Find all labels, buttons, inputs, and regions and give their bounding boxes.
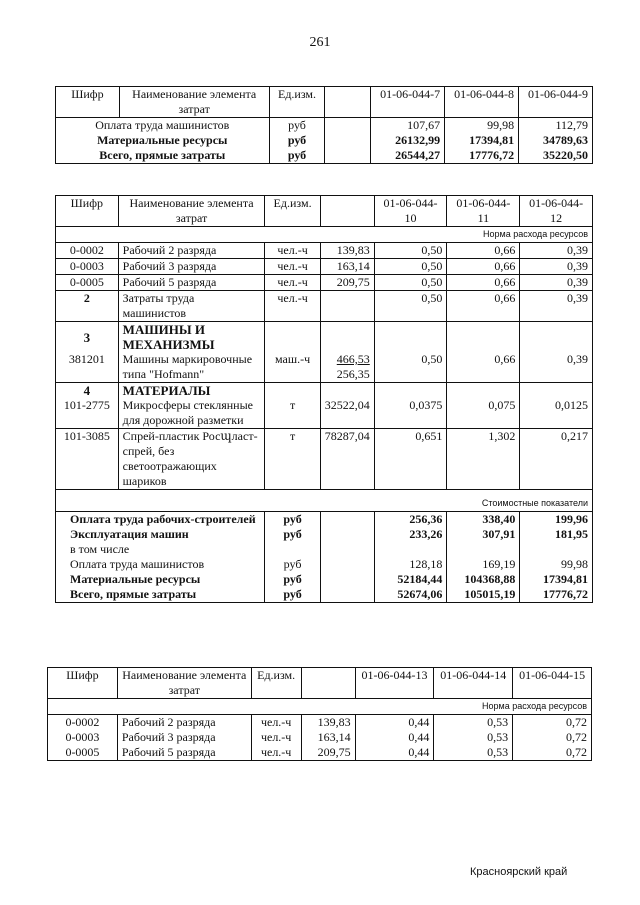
row-value: 256,36 <box>374 512 447 528</box>
table-row <box>56 148 593 164</box>
row-price: 209,75 <box>320 275 374 291</box>
row-unit: т <box>265 398 320 429</box>
header-col-3: 01-06-044-12 <box>520 196 593 227</box>
row-value: 112,79 <box>519 118 593 134</box>
cost-table-1 <box>55 86 593 164</box>
table-row <box>56 512 593 528</box>
row-value: 52674,06 <box>374 587 447 603</box>
table-header-row <box>56 196 593 227</box>
row-value: 181,95 <box>520 527 593 542</box>
row-value: 0,39 <box>520 259 593 275</box>
row-value: 0,66 <box>447 275 520 291</box>
row-value: 26132,99 <box>371 133 445 148</box>
header-col-2: 01-06-044-11 <box>447 196 520 227</box>
row-value: 0,0125 <box>520 398 593 429</box>
header-code: Шифр <box>56 87 120 118</box>
row-code: 101-2775 <box>56 398 119 429</box>
row-name: Затраты труда машинистов <box>118 291 265 322</box>
row-value: 233,26 <box>374 527 447 542</box>
header-code: Шифр <box>56 196 119 227</box>
table-row <box>48 715 592 731</box>
row-code: 0-0005 <box>56 275 119 291</box>
header-unit: Ед.изм. <box>269 87 325 118</box>
table-row <box>56 259 593 275</box>
row-unit: руб <box>265 587 320 603</box>
row-unit: т <box>265 429 320 490</box>
row-unit: руб <box>265 572 320 587</box>
row-value: 35220,50 <box>519 148 593 164</box>
row-value: 1,302 <box>447 429 520 490</box>
row-value: 99,98 <box>445 118 519 134</box>
row-code: 0-0003 <box>48 730 118 745</box>
group-name: МАТЕРИАЛЫ <box>118 383 265 399</box>
row-value: 99,98 <box>520 557 593 572</box>
row-name: Всего, прямые затраты <box>56 587 265 603</box>
row-unit: руб <box>269 118 325 134</box>
header-name: Наименование элемента затрат <box>119 87 269 118</box>
row-price: 139,83 <box>301 715 355 731</box>
table-header-row <box>48 668 592 699</box>
row-name: Рабочий 5 разряда <box>117 745 251 761</box>
header-price <box>325 87 371 118</box>
row-code: 0-0002 <box>48 715 118 731</box>
norm-label: Норма расхода ресурсов <box>56 227 593 243</box>
row-name: Рабочий 5 разряда <box>118 275 265 291</box>
row-value: 17394,81 <box>520 572 593 587</box>
table-row <box>48 745 592 761</box>
row-name: Рабочий 2 разряда <box>117 715 251 731</box>
header-col-2: 01-06-044-14 <box>434 668 513 699</box>
header-col-2: 01-06-044-8 <box>445 87 519 118</box>
row-value: 0,651 <box>374 429 447 490</box>
cost-label: Стоимостные показатели <box>56 490 593 512</box>
row-value: 0,39 <box>520 291 593 322</box>
row-value: 0,075 <box>447 398 520 429</box>
row-price: 139,83 <box>320 243 374 259</box>
row-value: 52184,44 <box>374 572 447 587</box>
row-value: 0,53 <box>434 730 513 745</box>
row-value: 107,67 <box>371 118 445 134</box>
row-value: 0,39 <box>520 243 593 259</box>
header-col-1: 01-06-044-7 <box>371 87 445 118</box>
row-value: 0,66 <box>447 259 520 275</box>
row-unit: чел.-ч <box>251 730 301 745</box>
header-col-3: 01-06-044-15 <box>513 668 592 699</box>
row-value: 17776,72 <box>520 587 593 603</box>
table-row <box>56 243 593 259</box>
row-name: Рабочий 3 разряда <box>118 259 265 275</box>
row-value: 307,91 <box>447 527 520 542</box>
row-value: 0,66 <box>447 291 520 322</box>
row-value: 199,96 <box>520 512 593 528</box>
row-name: Спрей-пластик Росպласт-спрей, без светоотражающих шариков <box>118 429 265 490</box>
row-unit: руб <box>269 148 325 164</box>
row-value: 104368,88 <box>447 572 520 587</box>
row-name: Материальные ресурсы <box>56 572 265 587</box>
row-name: Машины маркировочные типа "Hofmann" <box>118 352 265 383</box>
header-code: Шифр <box>48 668 118 699</box>
table-row <box>56 542 593 557</box>
row-name: Всего, прямые затраты <box>56 148 270 164</box>
row-unit: чел.-ч <box>265 243 320 259</box>
table-header-row <box>56 87 593 118</box>
row-value: 0,72 <box>513 715 592 731</box>
group-code: 4 <box>56 383 119 399</box>
row-code: 0-0005 <box>48 745 118 761</box>
group-row <box>56 322 593 353</box>
group-name: МАШИНЫ И МЕХАНИЗМЫ <box>118 322 265 353</box>
row-value: 0,217 <box>520 429 593 490</box>
row-value: 0,66 <box>447 243 520 259</box>
table-row <box>56 118 593 134</box>
footer-region: Красноярский край <box>470 866 568 878</box>
page-number: 261 <box>309 35 331 50</box>
row-unit: руб <box>265 557 320 572</box>
row-unit: чел.-ч <box>251 745 301 761</box>
row-value: 0,50 <box>374 243 447 259</box>
header-col-1: 01-06-044-10 <box>374 196 447 227</box>
norm-label-row <box>48 699 592 715</box>
header-col-1: 01-06-044-13 <box>355 668 434 699</box>
table-row <box>56 398 593 429</box>
row-unit: чел.-ч <box>265 259 320 275</box>
row-name: Микросферы стеклянные для дорожной разметки <box>118 398 265 429</box>
row-price-main: 466,53 <box>336 352 370 366</box>
row-name: Материальные ресурсы <box>56 133 270 148</box>
row-value: 0,50 <box>374 259 447 275</box>
row-value: 128,18 <box>374 557 447 572</box>
table-row <box>56 527 593 542</box>
row-name: Рабочий 3 разряда <box>117 730 251 745</box>
table-row <box>56 587 593 603</box>
cost-label-row <box>56 490 593 512</box>
row-name: Оплата труда машинистов <box>56 557 265 572</box>
row-value: 0,50 <box>374 275 447 291</box>
row-value: 0,72 <box>513 730 592 745</box>
row-value: 0,53 <box>434 745 513 761</box>
table-row <box>56 557 593 572</box>
header-unit: Ед.изм. <box>265 196 320 227</box>
group-code: 3 <box>56 322 119 353</box>
row-value: 169,19 <box>447 557 520 572</box>
table-row <box>48 730 592 745</box>
row-name: Эксплуатация машин <box>56 527 265 542</box>
row-value: 0,44 <box>355 730 434 745</box>
row-unit: чел.-ч <box>251 715 301 731</box>
header-name: Наименование элемента затрат <box>117 668 251 699</box>
row-value: 0,50 <box>374 291 447 322</box>
table-row <box>56 133 593 148</box>
row-value: 0,53 <box>434 715 513 731</box>
row-value: 17394,81 <box>445 133 519 148</box>
row-unit: руб <box>265 512 320 528</box>
header-price <box>301 668 355 699</box>
norm-label: Норма расхода ресурсов <box>48 699 592 715</box>
cost-table-2 <box>55 195 593 603</box>
header-name: Наименование элемента затрат <box>118 196 265 227</box>
row-price <box>320 352 374 383</box>
row-name: Оплата труда машинистов <box>56 118 270 134</box>
row-value: 0,44 <box>355 745 434 761</box>
row-value: 0,44 <box>355 715 434 731</box>
row-code: 2 <box>56 291 119 322</box>
row-name: Рабочий 2 разряда <box>118 243 265 259</box>
row-unit: руб <box>269 133 325 148</box>
row-value: 0,0375 <box>374 398 447 429</box>
row-value: 0,50 <box>374 352 447 383</box>
row-unit: чел.-ч <box>265 275 320 291</box>
row-value: 105015,19 <box>447 587 520 603</box>
group-row <box>56 383 593 399</box>
row-price: 163,14 <box>320 259 374 275</box>
row-code: 381201 <box>56 352 119 383</box>
row-price: 78287,04 <box>320 429 374 490</box>
row-price-secondary: 256,35 <box>336 367 370 381</box>
header-price <box>320 196 374 227</box>
row-value: 0,72 <box>513 745 592 761</box>
row-price: 32522,04 <box>320 398 374 429</box>
cost-table-3 <box>47 667 592 761</box>
row-price: 163,14 <box>301 730 355 745</box>
row-value: 26544,27 <box>371 148 445 164</box>
row-price: 209,75 <box>301 745 355 761</box>
norm-label-row <box>56 227 593 243</box>
row-unit: чел.-ч <box>265 291 320 322</box>
header-unit: Ед.изм. <box>251 668 301 699</box>
row-unit: маш.-ч <box>265 352 320 383</box>
row-value: 34789,63 <box>519 133 593 148</box>
table-row <box>56 572 593 587</box>
row-code: 0-0003 <box>56 259 119 275</box>
row-value: 17776,72 <box>445 148 519 164</box>
row-unit: руб <box>265 527 320 542</box>
header-col-3: 01-06-044-9 <box>519 87 593 118</box>
table-row <box>56 291 593 322</box>
table-row <box>56 352 593 383</box>
row-code: 101-3085 <box>56 429 119 490</box>
row-code: 0-0002 <box>56 243 119 259</box>
table-row <box>56 429 593 490</box>
row-name: Оплата труда рабочих-строителей <box>56 512 265 528</box>
row-value: 0,39 <box>520 352 593 383</box>
row-value: 0,39 <box>520 275 593 291</box>
row-value: 0,66 <box>447 352 520 383</box>
row-value: 338,40 <box>447 512 520 528</box>
row-name: в том числе <box>56 542 265 557</box>
table-row <box>56 275 593 291</box>
